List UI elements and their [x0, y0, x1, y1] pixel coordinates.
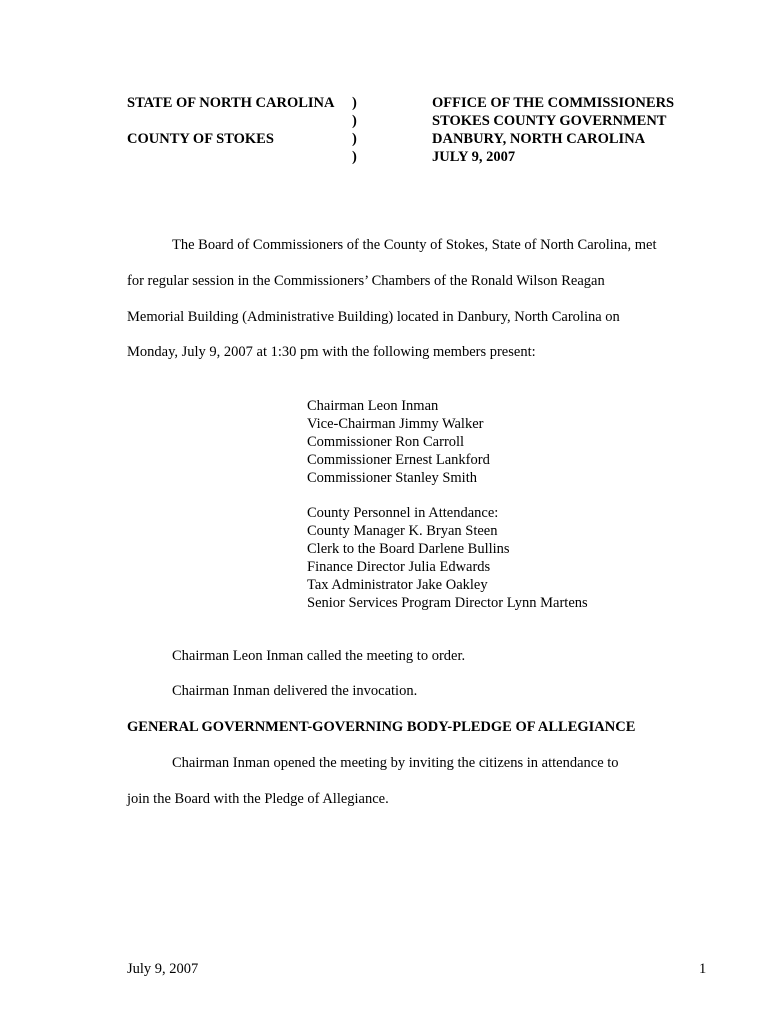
intro-line: Monday, July 9, 2007 at 1:30 pm with the following members present: [127, 344, 536, 360]
invocation: Chairman Inman delivered the invocation. [172, 683, 418, 699]
caption-paren: ) [352, 113, 357, 129]
call-to-order: Chairman Leon Inman called the meeting to order. [172, 648, 466, 664]
personnel-item: Finance Director Julia Edwards [307, 559, 491, 575]
section-line: Chairman Inman opened the meeting by inviting the citizens in attendance to [172, 755, 619, 771]
section-heading: GENERAL GOVERNMENT-GOVERNING BODY-PLEDGE OF ALLEGIANCE [127, 719, 636, 735]
intro-line: Memorial Building (Administrative Building) located in Danbury, North Carolina on [127, 309, 620, 325]
personnel-item: Tax Administrator Jake Oakley [307, 577, 488, 593]
footer-date: July 9, 2007 [127, 961, 199, 977]
section-line: join the Board with the Pledge of Allegiance. [127, 791, 389, 807]
personnel-heading: County Personnel in Attendance: [307, 505, 499, 521]
personnel-item: Senior Services Program Director Lynn Martens [307, 595, 588, 611]
member-item: Vice-Chairman Jimmy Walker [307, 416, 484, 432]
member-item: Commissioner Stanley Smith [307, 470, 477, 486]
intro-line: The Board of Commissioners of the County of Stokes, State of North Carolina, met [172, 237, 657, 253]
caption-location: DANBURY, NORTH CAROLINA [432, 131, 646, 147]
member-item: Chairman Leon Inman [307, 398, 439, 414]
member-item: Commissioner Ernest Lankford [307, 452, 490, 468]
caption-date: JULY 9, 2007 [432, 149, 516, 165]
caption-government: STOKES COUNTY GOVERNMENT [432, 113, 667, 129]
members-list [307, 397, 490, 487]
caption-state: STATE OF NORTH CAROLINA [127, 95, 335, 111]
caption-office: OFFICE OF THE COMMISSIONERS [432, 95, 675, 111]
personnel-item: County Manager K. Bryan Steen [307, 523, 498, 539]
personnel-item: Clerk to the Board Darlene Bullins [307, 541, 510, 557]
page-number: 1 [699, 961, 707, 977]
personnel-list [307, 504, 588, 612]
caption-paren: ) [352, 95, 357, 111]
caption-paren: ) [352, 149, 357, 165]
intro-line: for regular session in the Commissioners’ Chambers of the Ronald Wilson Reagan [127, 273, 605, 289]
caption-county: COUNTY OF STOKES [127, 131, 274, 147]
caption-paren: ) [352, 131, 357, 147]
member-item: Commissioner Ron Carroll [307, 434, 465, 450]
